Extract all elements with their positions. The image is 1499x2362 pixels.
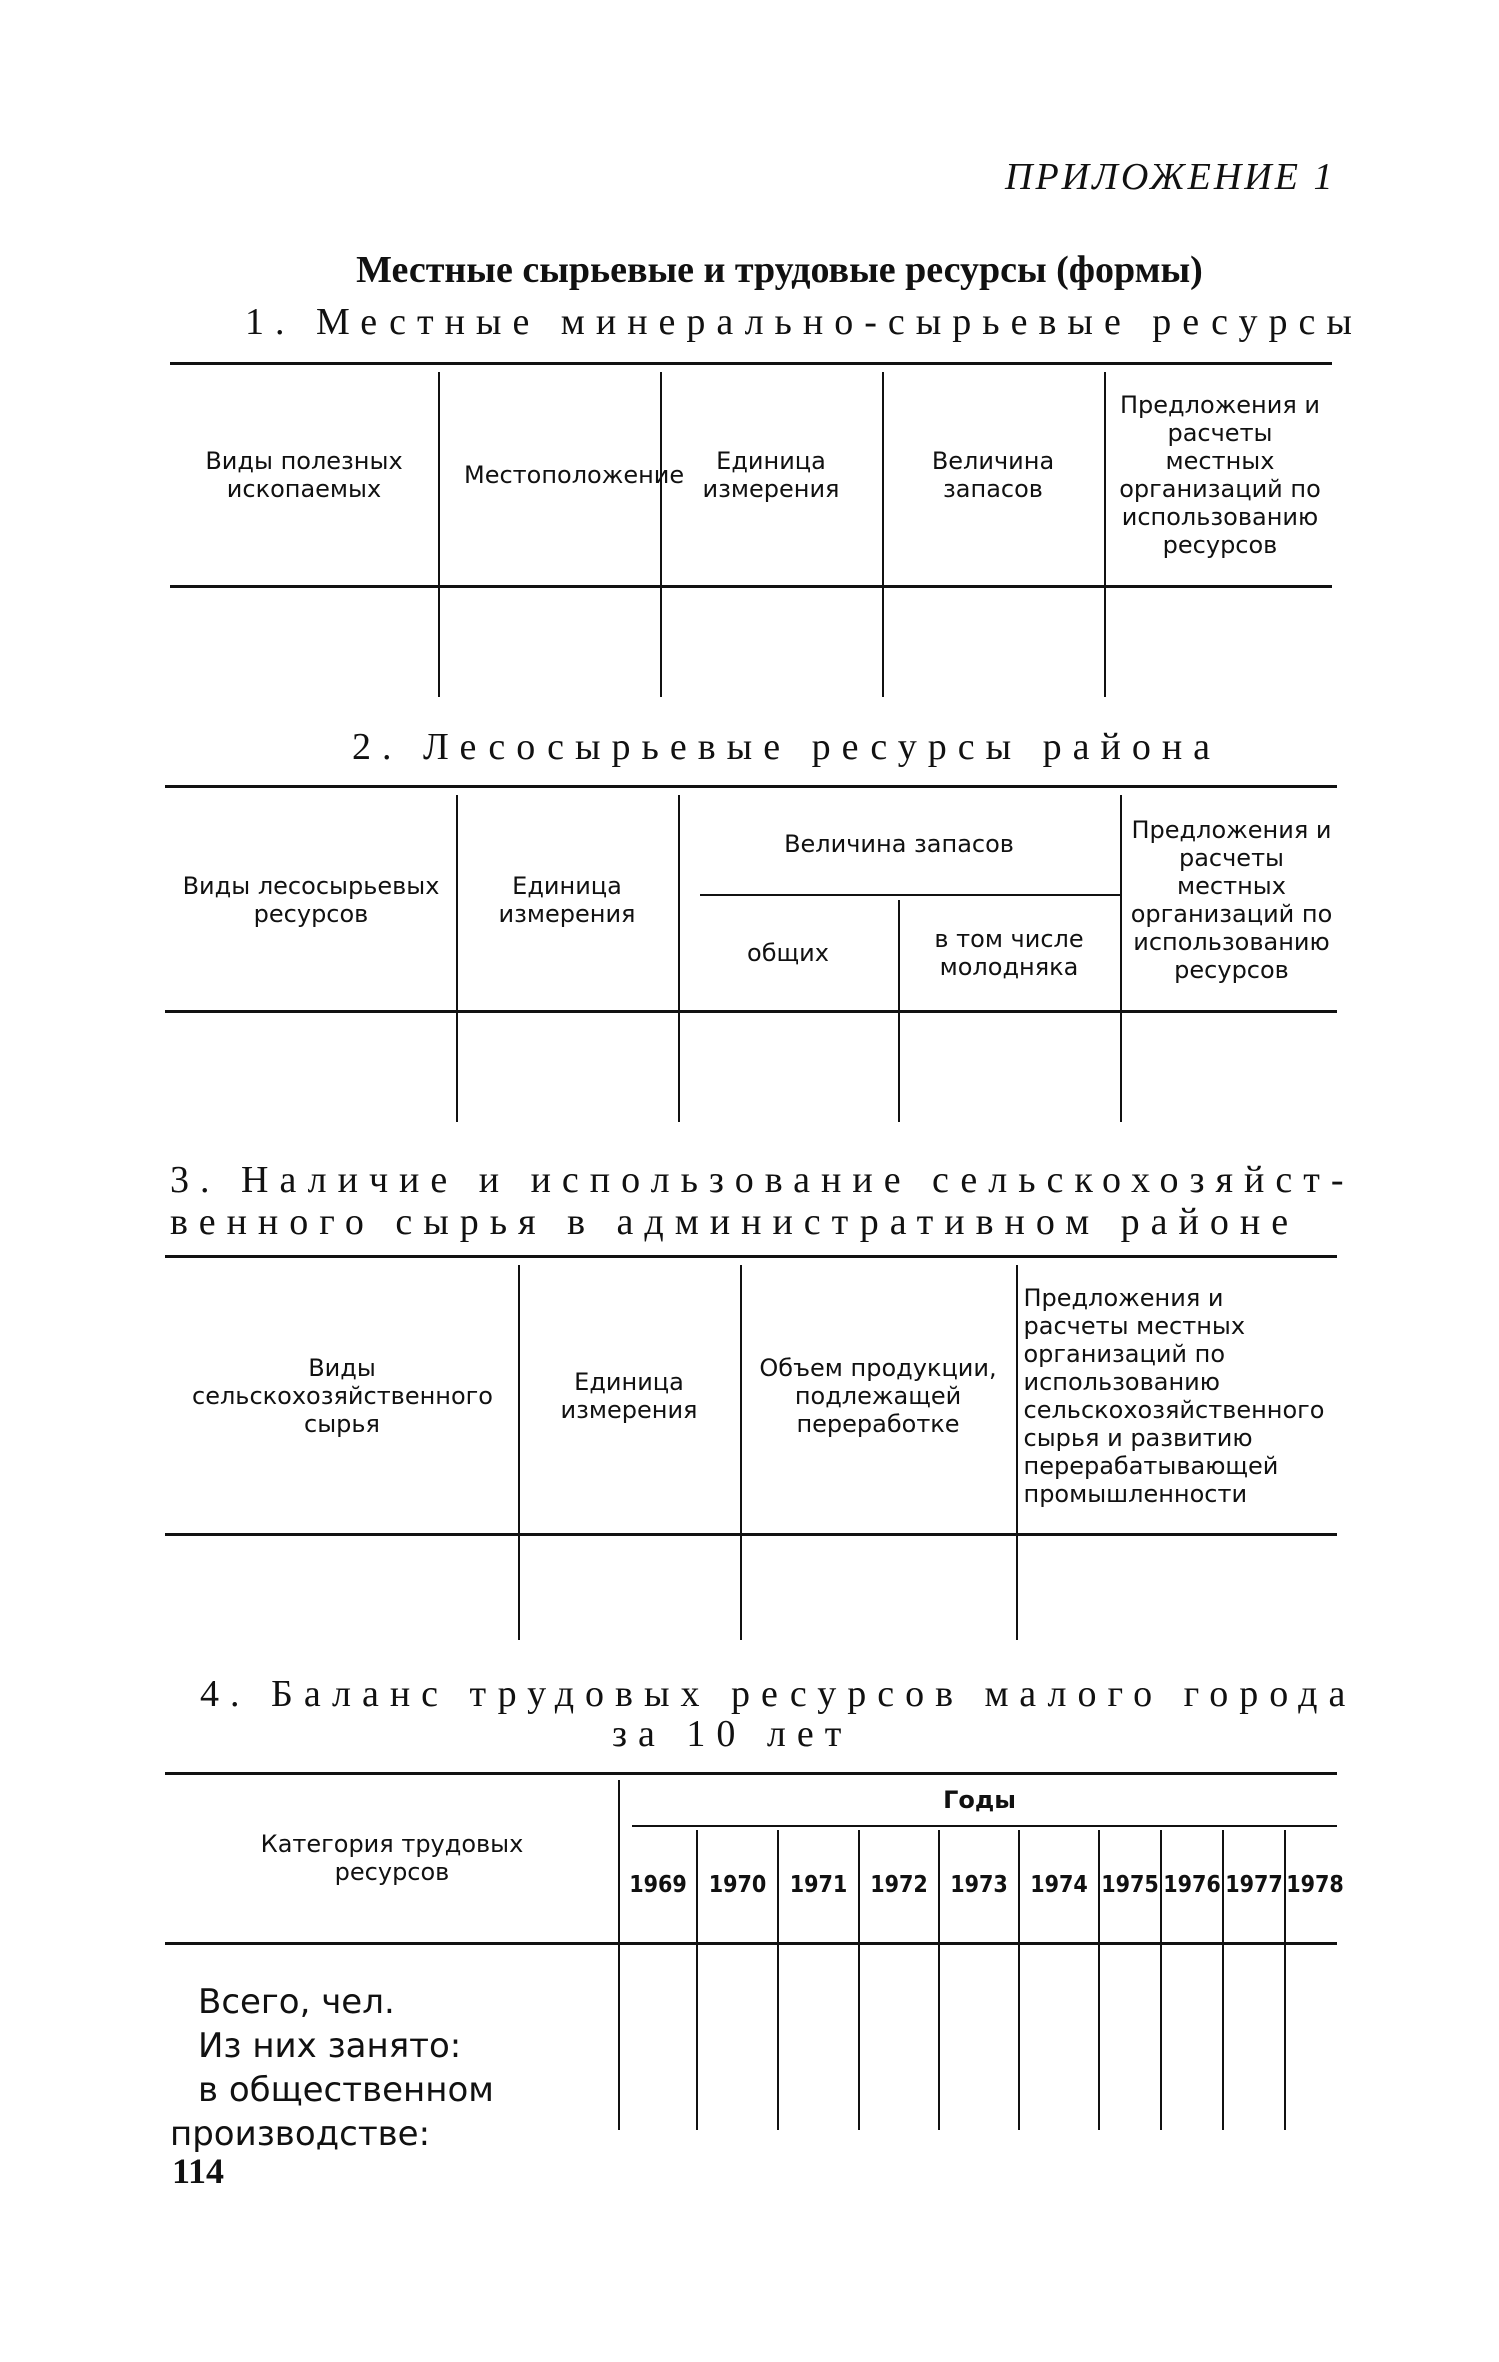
t4-year-1972: 1972 (870, 1871, 928, 1898)
section-3-title-line1: 3. Наличие и использование сельскохозяйст- (170, 1159, 1355, 1201)
t4-year-1969: 1969 (629, 1871, 687, 1898)
t4-year-1976: 1976 (1163, 1871, 1221, 1898)
t4-year-1970: 1970 (708, 1871, 767, 1898)
page-title: Местные сырьевые и трудовые ресурсы (формы) (356, 249, 1203, 291)
t4-year-1975: 1975 (1101, 1871, 1159, 1898)
section-2-title: 2. Лесосырьевые ресурсы района (352, 726, 1222, 768)
t2-header-proposals: Предложения и расчеты местных организаций по использованию ресурсов (1130, 816, 1333, 984)
t4-row-employed: Из них занято: (198, 2026, 462, 2066)
section-1-title: 1. Местные минерально-сырьевые ресурсы (245, 301, 1363, 343)
t4-year-1978: 1978 (1286, 1871, 1344, 1898)
t3-header-proposals: Предложения и расчеты местных организаций по использованию сельскохозяйственного сырья и развитию перерабатывающей промышленности (1023, 1284, 1325, 1508)
t2-header-forest-type: Виды лесосырьевых ресурсов (182, 872, 440, 928)
t1-header-proposals: Предложения и расчеты местных организаций по использованию ресурсов (1119, 391, 1321, 559)
section-4-title-line1: 4. Баланс трудовых ресурсов малого города (200, 1673, 1357, 1715)
t4-year-1971: 1971 (789, 1871, 848, 1898)
t3-header-agri-type: Виды сельскохозяйственного сырья (192, 1354, 493, 1438)
t2-subheader-young: в том числе молодняка (934, 924, 1084, 981)
t3-header-unit: Единица измерения (560, 1368, 698, 1424)
page-number: 114 (172, 2151, 225, 2191)
t4-header-category: Категория трудовых ресурсов (260, 1829, 524, 1886)
t4-row-social-production: в общественном производстве: (170, 2070, 494, 2154)
section-3-title-line2: венного сырья в административном районе (170, 1201, 1300, 1243)
t4-year-1977: 1977 (1225, 1871, 1283, 1898)
t1-header-location: Местоположение (464, 461, 685, 489)
t4-year-1973: 1973 (950, 1871, 1008, 1898)
section-4-title-line2: за 10 лет (612, 1713, 853, 1755)
t2-header-unit: Единица измерения (498, 872, 636, 928)
t1-header-unit: Единица измерения (702, 447, 840, 503)
t1-header-reserves: Величина запасов (931, 447, 1055, 503)
t1-header-mineral-type: Виды полезных ископаемых (205, 447, 403, 503)
t4-header-years: Годы (943, 1786, 1016, 1814)
t2-subheader-total: общих (747, 938, 829, 967)
t3-header-volume: Объем продукции, подлежащей переработке (759, 1354, 997, 1438)
t4-year-1974: 1974 (1030, 1871, 1088, 1898)
t4-row-total: Всего, чел. (198, 1982, 395, 2022)
appendix-label: ПРИЛОЖЕНИЕ 1 (1005, 156, 1336, 198)
t2-header-reserves: Величина запасов (784, 830, 1014, 858)
